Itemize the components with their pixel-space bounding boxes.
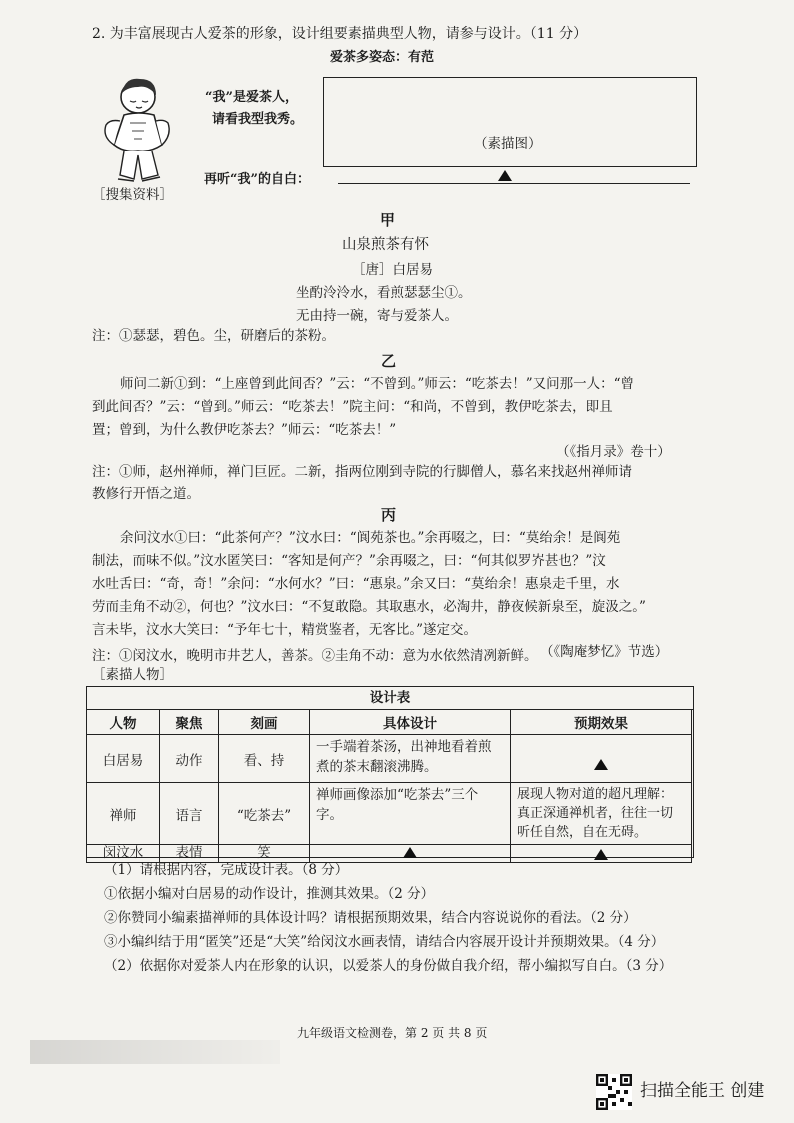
table-row <box>87 783 692 845</box>
task-1c: ③小编纠结于用“匿笑”还是“大笑”给闵汶水画表情，请结合内容展开设计并预期效果。（4 分） <box>104 934 665 950</box>
scan-shadow <box>30 1040 280 1064</box>
yi-paragraph-line-3: 置；曾到，为什么教伊吃茶去？”师云：“吃茶去！” <box>92 422 397 438</box>
sketch-placeholder-label: （素描图） <box>474 136 542 152</box>
table-header-cell: 预期效果 <box>511 710 692 735</box>
yi-paragraph-line-2: 到此间否？”云：“曾到。”师云：“吃茶去！”院主问：“和尚，不曾到，教伊吃茶去，即且 <box>92 399 613 415</box>
question-title: 2. 为丰富展现古人爱茶的形象，设计组要素描典型人物，请参与设计。（11 分） <box>92 26 588 42</box>
poem-note: 注：①瑟瑟，碧色。尘，研磨后的茶粉。 <box>92 328 335 344</box>
answer-marker-icon <box>594 759 608 770</box>
monologue-answer-line[interactable] <box>338 183 690 184</box>
bing-paragraph-line-2: 制法，而味不似。”汶水匿笑曰：“客知是何产？”余再啜之，曰：“何其似罗岕甚也？”汶 <box>92 553 606 569</box>
table-cell-focus: 表情 <box>160 845 219 863</box>
bing-paragraph-line-4: 劳而圭角不动②，何也？”汶水曰：“不复敢隐。其取惠水，必淘井，静夜候新泉至，旋汲之。” <box>92 599 646 615</box>
answer-marker-icon <box>594 849 608 860</box>
bing-paragraph-line-5: 言未毕，汶水大笑曰：“予年七十，精赏鉴者，无客比。”遂定交。 <box>92 622 478 638</box>
table-header-cell: 人物 <box>87 710 160 735</box>
bing-source: （《陶庵梦忆》节选） <box>540 644 669 660</box>
poem-author: ［唐］白居易 <box>352 262 433 278</box>
table-cell-design: 一手端着茶汤，出神地看着煎煮的茶末翻滚沸腾。 <box>310 735 511 783</box>
table-header-cell: 具体设计 <box>310 710 511 735</box>
table-cell-person: 闵汶水 <box>87 845 160 863</box>
section-yi-mark: 乙 <box>381 352 397 370</box>
table-cell-depict: 笑 <box>219 845 310 863</box>
table-cell-effect-answer[interactable] <box>511 845 692 863</box>
table-cell-person: 白居易 <box>87 735 160 783</box>
collect-section-label: ［搜集资料］ <box>92 187 173 203</box>
page-footer: 九年级语文检测卷，第 2 页 共 8 页 <box>297 1026 488 1040</box>
table-cell-person: 禅师 <box>87 783 160 845</box>
speech-line-1: “我”是爱茶人， <box>205 90 298 105</box>
task-1a: ①依据小编对白居易的动作设计，推测其效果。（2 分） <box>104 886 435 902</box>
design-table <box>86 709 692 863</box>
yi-paragraph-line-1: 师问二新①到：“上座曾到此间否？”云：“不曾到。”师云：“吃茶去！”又问那一人：“曾 <box>120 376 635 392</box>
task-1: （1）请根据内容，完成设计表。（8 分） <box>104 862 349 878</box>
table-cell-effect-answer[interactable] <box>511 735 692 783</box>
answer-marker-icon <box>403 847 417 858</box>
monologue-label: 再听“我”的自白： <box>204 172 310 187</box>
yi-note-line-2: 教修行开悟之道。 <box>92 486 200 502</box>
bing-paragraph-line-1: 余问汶水①曰：“此茶何产？”汶水曰：“阆苑茶也。”余再啜之，曰：“莫绐余！是阆苑 <box>120 530 621 546</box>
design-table-caption: 设计表 <box>87 687 693 710</box>
table-cell-design: 禅师画像添加“吃茶去”三个字。 <box>310 783 511 845</box>
sketch-people-label: ［素描人物］ <box>92 667 173 683</box>
table-cell-focus: 动作 <box>160 735 219 783</box>
scanner-watermark: 扫描全能王 创建 <box>640 1081 765 1101</box>
bing-paragraph-line-3: 水吐舌曰：“奇，奇！”余问：“水何水？”曰：“惠泉。”余又曰：“莫绐余！惠泉走千里，水 <box>92 576 620 592</box>
yi-note-line-1: 注：①师，赵州禅师，禅门巨匠。二新，指两位刚到寺院的行脚僧人，慕名来找赵州禅师请 <box>92 464 632 480</box>
table-header-cell: 刻画 <box>219 710 310 735</box>
table-header-cell: 聚焦 <box>160 710 219 735</box>
table-header-row <box>87 710 692 735</box>
answer-marker-icon <box>498 170 512 181</box>
yi-source: （《指月录》卷十） <box>556 444 671 460</box>
table-cell-depict: 看、持 <box>219 735 310 783</box>
qr-code-icon <box>596 1074 632 1110</box>
poem-line-1: 坐酌泠泠水，看煎瑟瑟尘①。 <box>296 285 472 301</box>
speech-line-2: 请看我型我秀。 <box>212 112 304 127</box>
section-jia-mark: 甲 <box>380 211 396 229</box>
poem-title: 山泉煎茶有怀 <box>342 237 429 253</box>
design-table-frame <box>86 686 694 861</box>
poem-line-2: 无由持一碗，寄与爱茶人。 <box>296 308 458 324</box>
tea-lover-figure-illustration <box>100 75 180 185</box>
table-row <box>87 735 692 783</box>
table-cell-depict: “吃茶去” <box>219 783 310 845</box>
table-cell-focus: 语言 <box>160 783 219 845</box>
table-cell-effect: 展现人物对道的超凡理解：真正深通禅机者，往往一切听任自然，自在无碍。 <box>511 783 692 845</box>
task-1b: ②你赞同小编素描禅师的具体设计吗？请根据预期效果，结合内容说说你的看法。（2 分） <box>104 910 637 926</box>
bing-note: 注：①闵汶水，晚明市井艺人，善茶。②圭角不动：意为水依然清冽新鲜。 <box>92 648 538 664</box>
task-2: （2）依据你对爱茶人内在形象的认识，以爱茶人的身份做自我介绍，帮小编拟写自白。（3 分） <box>104 958 673 974</box>
section-bing-mark: 丙 <box>381 506 397 524</box>
question-subtitle: 爱茶多姿态：有范 <box>330 50 435 65</box>
